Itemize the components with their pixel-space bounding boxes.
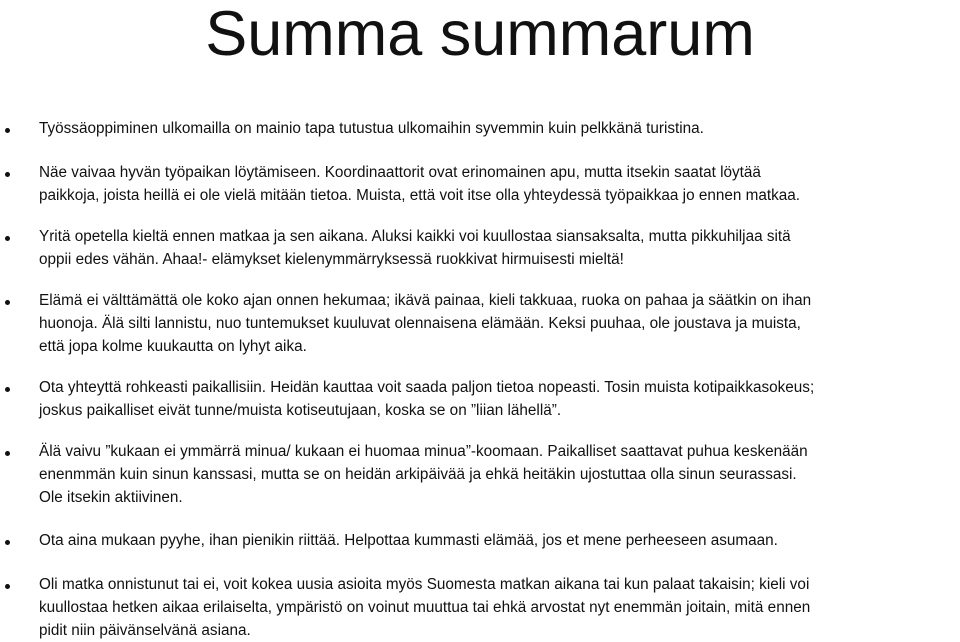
bullet-line: enenmmän kuin sinun kanssasi, mutta se on heidän arkipäivää ja ehkä heitäkin ujostuttaa olla sinun seurassasi. bbox=[39, 465, 797, 483]
bullet-line: oppii edes vähän. Ahaa!- elämykset kielenymmärryksessä ruokkivat hirmuisesti mieltä! bbox=[39, 250, 624, 268]
bullet-text bbox=[39, 290, 957, 358]
slide-title: Summa summarum bbox=[205, 0, 755, 69]
bullet-dot-icon bbox=[5, 387, 10, 392]
bullet-text bbox=[39, 226, 957, 272]
bullet-text bbox=[39, 118, 957, 141]
bullet-line: Ole itsekin aktiivinen. bbox=[39, 488, 183, 506]
bullet-line: Työssäoppiminen ulkomailla on mainio tapa tutustua ulkomaihin syvemmin kuin pelkkänä turistina. bbox=[39, 120, 704, 137]
bullet-line: Oli matka onnistunut tai ei, voit kokea uusia asioita myös Suomesta matkan aikana tai kun palaat takaisin; kieli voi bbox=[39, 576, 810, 593]
bullet-line: Ota yhteyttä rohkeasti paikallisiin. Heidän kauttaa voit saada paljon tietoa nopeasti. Tosin muista kotipaikkasokeus; bbox=[39, 379, 815, 396]
bullet-dot-icon bbox=[5, 172, 10, 177]
bullet-line: pidit niin päivänselvänä asiana. bbox=[39, 621, 251, 639]
bullet-line: että jopa kolme kuukautta on lyhyt aika. bbox=[39, 337, 307, 355]
bullet-text bbox=[39, 441, 957, 509]
bullet-line: Yritä opetella kieltä ennen matkaa ja sen aikana. Aluksi kaikki voi kuullostaa siansaksalta, mutta pikkuhiljaa sitä bbox=[39, 228, 791, 245]
bullet-line: kuullostaa hetken aikaa erilaiselta, ympäristö on voinut muuttua tai ehkä arvostat nyt enemmän joitain, mitä ennen bbox=[39, 598, 811, 616]
bullet-text bbox=[39, 377, 957, 423]
bullet-text bbox=[39, 574, 957, 642]
bullet-line: Näe vaivaa hyvän työpaikan löytämiseen. Koordinaattorit ovat erinomainen apu, mutta itsekin saatat löytää bbox=[39, 164, 761, 181]
bullet-dot-icon bbox=[5, 128, 10, 133]
bullet-line: Elämä ei välttämättä ole koko ajan onnen hekumaa; ikävä painaa, kieli takkuaa, ruoka on pahaa ja säätkin on ihan bbox=[39, 292, 812, 309]
bullet-text bbox=[39, 162, 957, 208]
bullet-line: Älä vaivu ”kukaan ei ymmärrä minua/ kukaan ei huomaa minua”-koomaan. Paikalliset saattavat puhua keskenään bbox=[39, 443, 808, 460]
bullet-dot-icon bbox=[5, 540, 10, 545]
bullet-dot-icon bbox=[5, 300, 10, 305]
bullet-dot-icon bbox=[5, 451, 10, 456]
bullet-line: paikkoja, joista heillä ei ole vielä mitään tietoa. Muista, että voit itse olla yhteydessä työpaikkaa jo ennen matkaa. bbox=[39, 186, 801, 204]
bullet-line: huonoja. Älä silti lannistu, nuo tuntemukset kuuluvat olennaisena elämään. Keksi puuhaa, ole joustava ja muista, bbox=[39, 314, 801, 332]
bullet-line: joskus paikalliset eivät tunne/muista kotiseutujaan, koska se on ”liian lähellä”. bbox=[39, 401, 562, 419]
bullet-dot-icon bbox=[5, 584, 10, 589]
bullet-line: Ota aina mukaan pyyhe, ihan pienikin riittää. Helpottaa kummasti elämää, jos et mene perheeseen asumaan. bbox=[39, 532, 778, 549]
bullet-dot-icon bbox=[5, 236, 10, 241]
bullet-text bbox=[39, 530, 957, 553]
